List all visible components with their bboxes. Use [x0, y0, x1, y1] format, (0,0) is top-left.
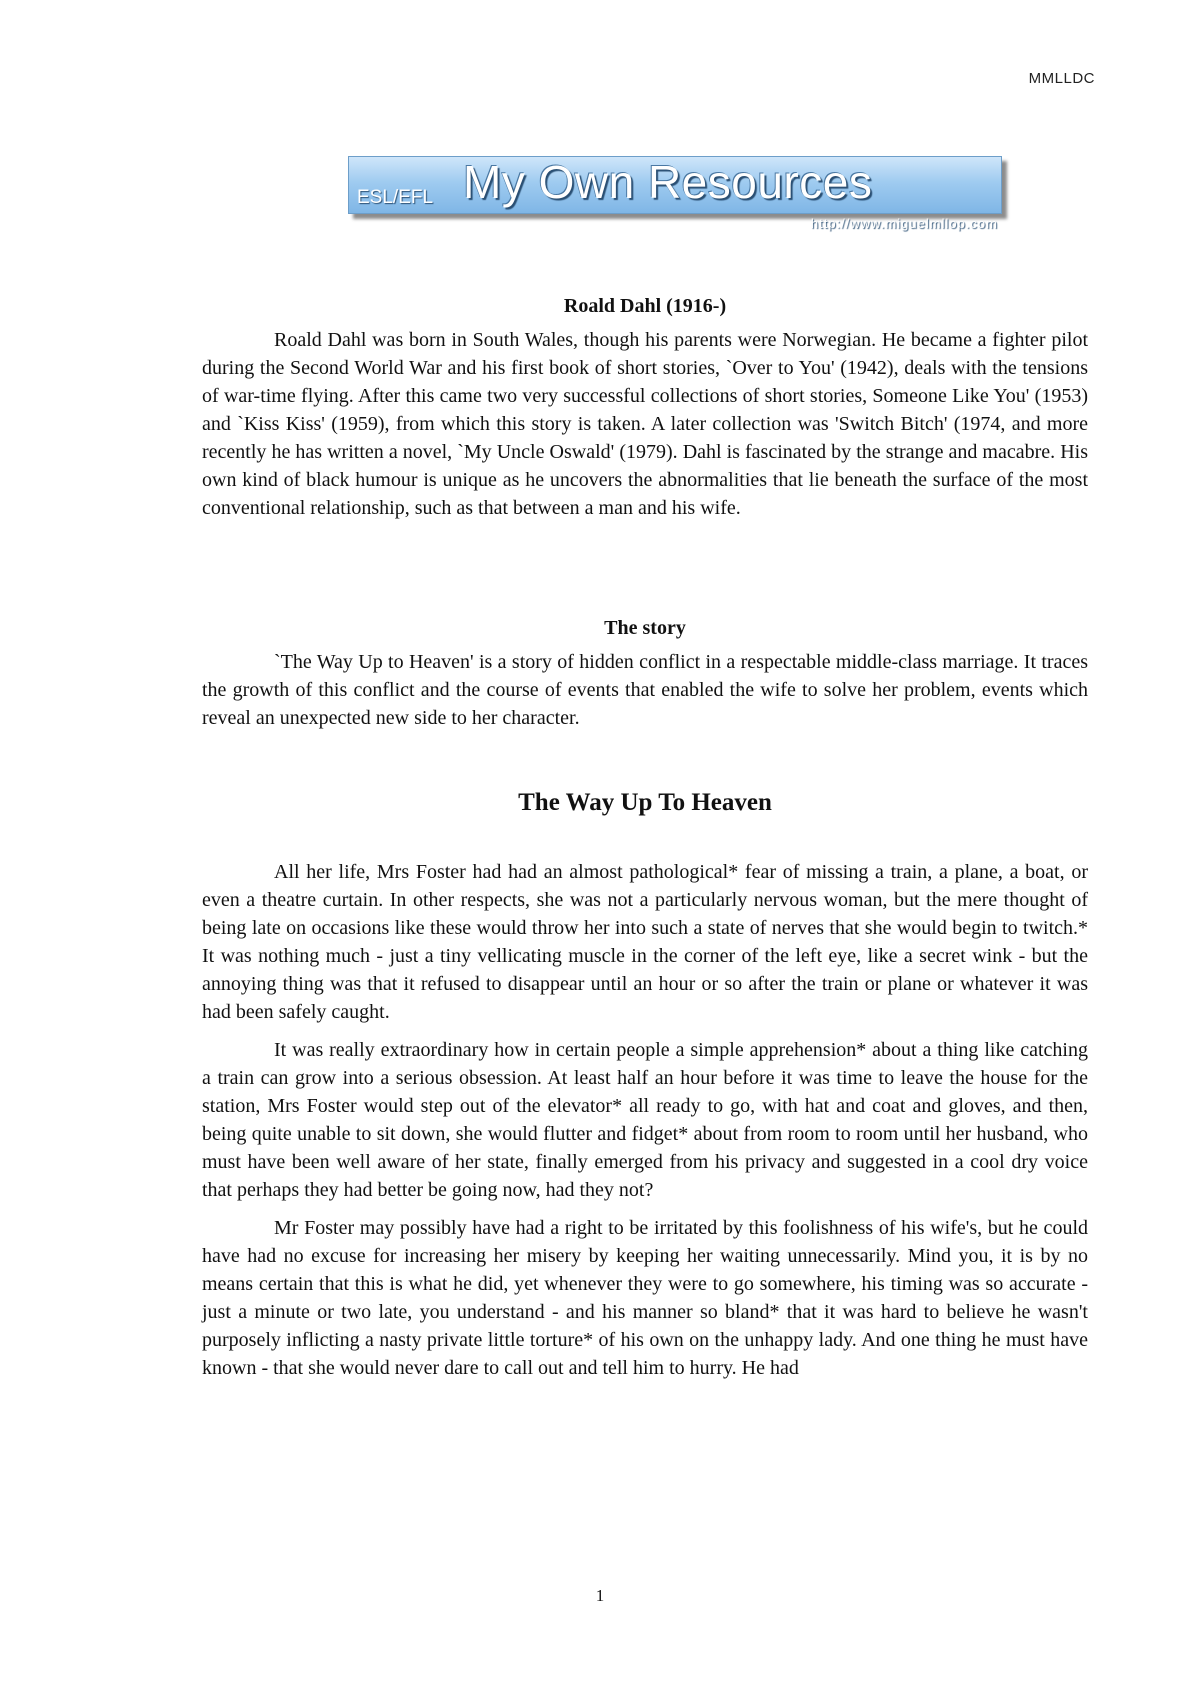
banner-bar — [348, 156, 1002, 214]
author-heading: Roald Dahl (1916-) — [563, 295, 727, 317]
document-body — [202, 292, 1088, 1382]
story-summary-paragraph: `The Way Up to Heaven' is a story of hidden conflict in a respectable middle-class marriage. It traces the growth of this conflict and the course of events that enabled the wife to solve her problem, events which reveal an unexpected new side to her character. — [202, 651, 1088, 729]
story-paragraph-3: Mr Foster may possibly have had a right to be irritated by this foolishness of his wife's, but he could have had no excuse for increasing her misery by keeping her waiting unnecessarily. Mind you, it is by no means certain that this is what he did, yet whenever they were to go somewhere, his timing was so accurate - just a minute or two late, you understand - and his manner so bland* that it was hard to believe he wasn't purposely inflicting a nasty private little torture* of his own on the unhappy lady. And one thing he must have known - that she would never dare to call out and tell him to hurry. He had — [202, 1217, 1088, 1379]
banner-url: http://www.miguelmllop.com — [810, 216, 998, 231]
story-summary-heading: The story — [604, 617, 686, 639]
banner-title: My Own Resources — [463, 156, 873, 208]
header-code: MMLLDC — [1028, 70, 1095, 87]
page-number: 1 — [595, 1586, 605, 1605]
author-paragraph: Roald Dahl was born in South Wales, though his parents were Norwegian. He became a fighter pilot during the Second World War and his first book of short stories, `Over to You' (1942), deals with the tensions of war-time flying. After this came two very successful collections of short stories, Someone Like You' (1953) and `Kiss Kiss' (1959), from which this story is taken. A later collection was 'Switch Bitch' (1974, and more recently he has written a novel, `My Uncle Oswald' (1979). Dahl is fascinated by the strange and macabre. His own kind of black humour is unique as he uncovers the abnormalities that lie beneath the surface of the most conventional relationship, such as that between a man and his wife. — [202, 329, 1088, 519]
story-title: The Way Up To Heaven — [518, 789, 772, 816]
banner-small-text: ESL/EFL — [357, 187, 434, 208]
story-paragraph-1: All her life, Mrs Foster had had an almost pathological* fear of missing a train, a plane, a boat, or even a theatre curtain. In other respects, she was not a particularly nervous woman, but the mere thought of being late on occasions like these would throw her into such a state of nerves that she would begin to twitch.* It was nothing much - just a tiny vellicating muscle in the corner of the left eye, like a secret wink - but the annoying thing was that it refused to disappear until an hour or so after the train or plane or whatever it was had been safely caught. — [202, 861, 1088, 1023]
site-banner-logo — [348, 156, 1008, 236]
story-paragraph-2: It was really extraordinary how in certain people a simple apprehension* about a thing like catching a train can grow into a serious obsession. At least half an hour before it was time to leave the house for the station, Mrs Foster would step out of the elevator* all ready to go, with hat and coat and gloves, and then, being quite unable to sit down, she would flutter and fidget* about from room to room until her husband, who must have been well aware of her state, finally emerged from his privacy and suggested in a cool dry voice that perhaps they had better be going now, had they not? — [202, 1039, 1088, 1201]
